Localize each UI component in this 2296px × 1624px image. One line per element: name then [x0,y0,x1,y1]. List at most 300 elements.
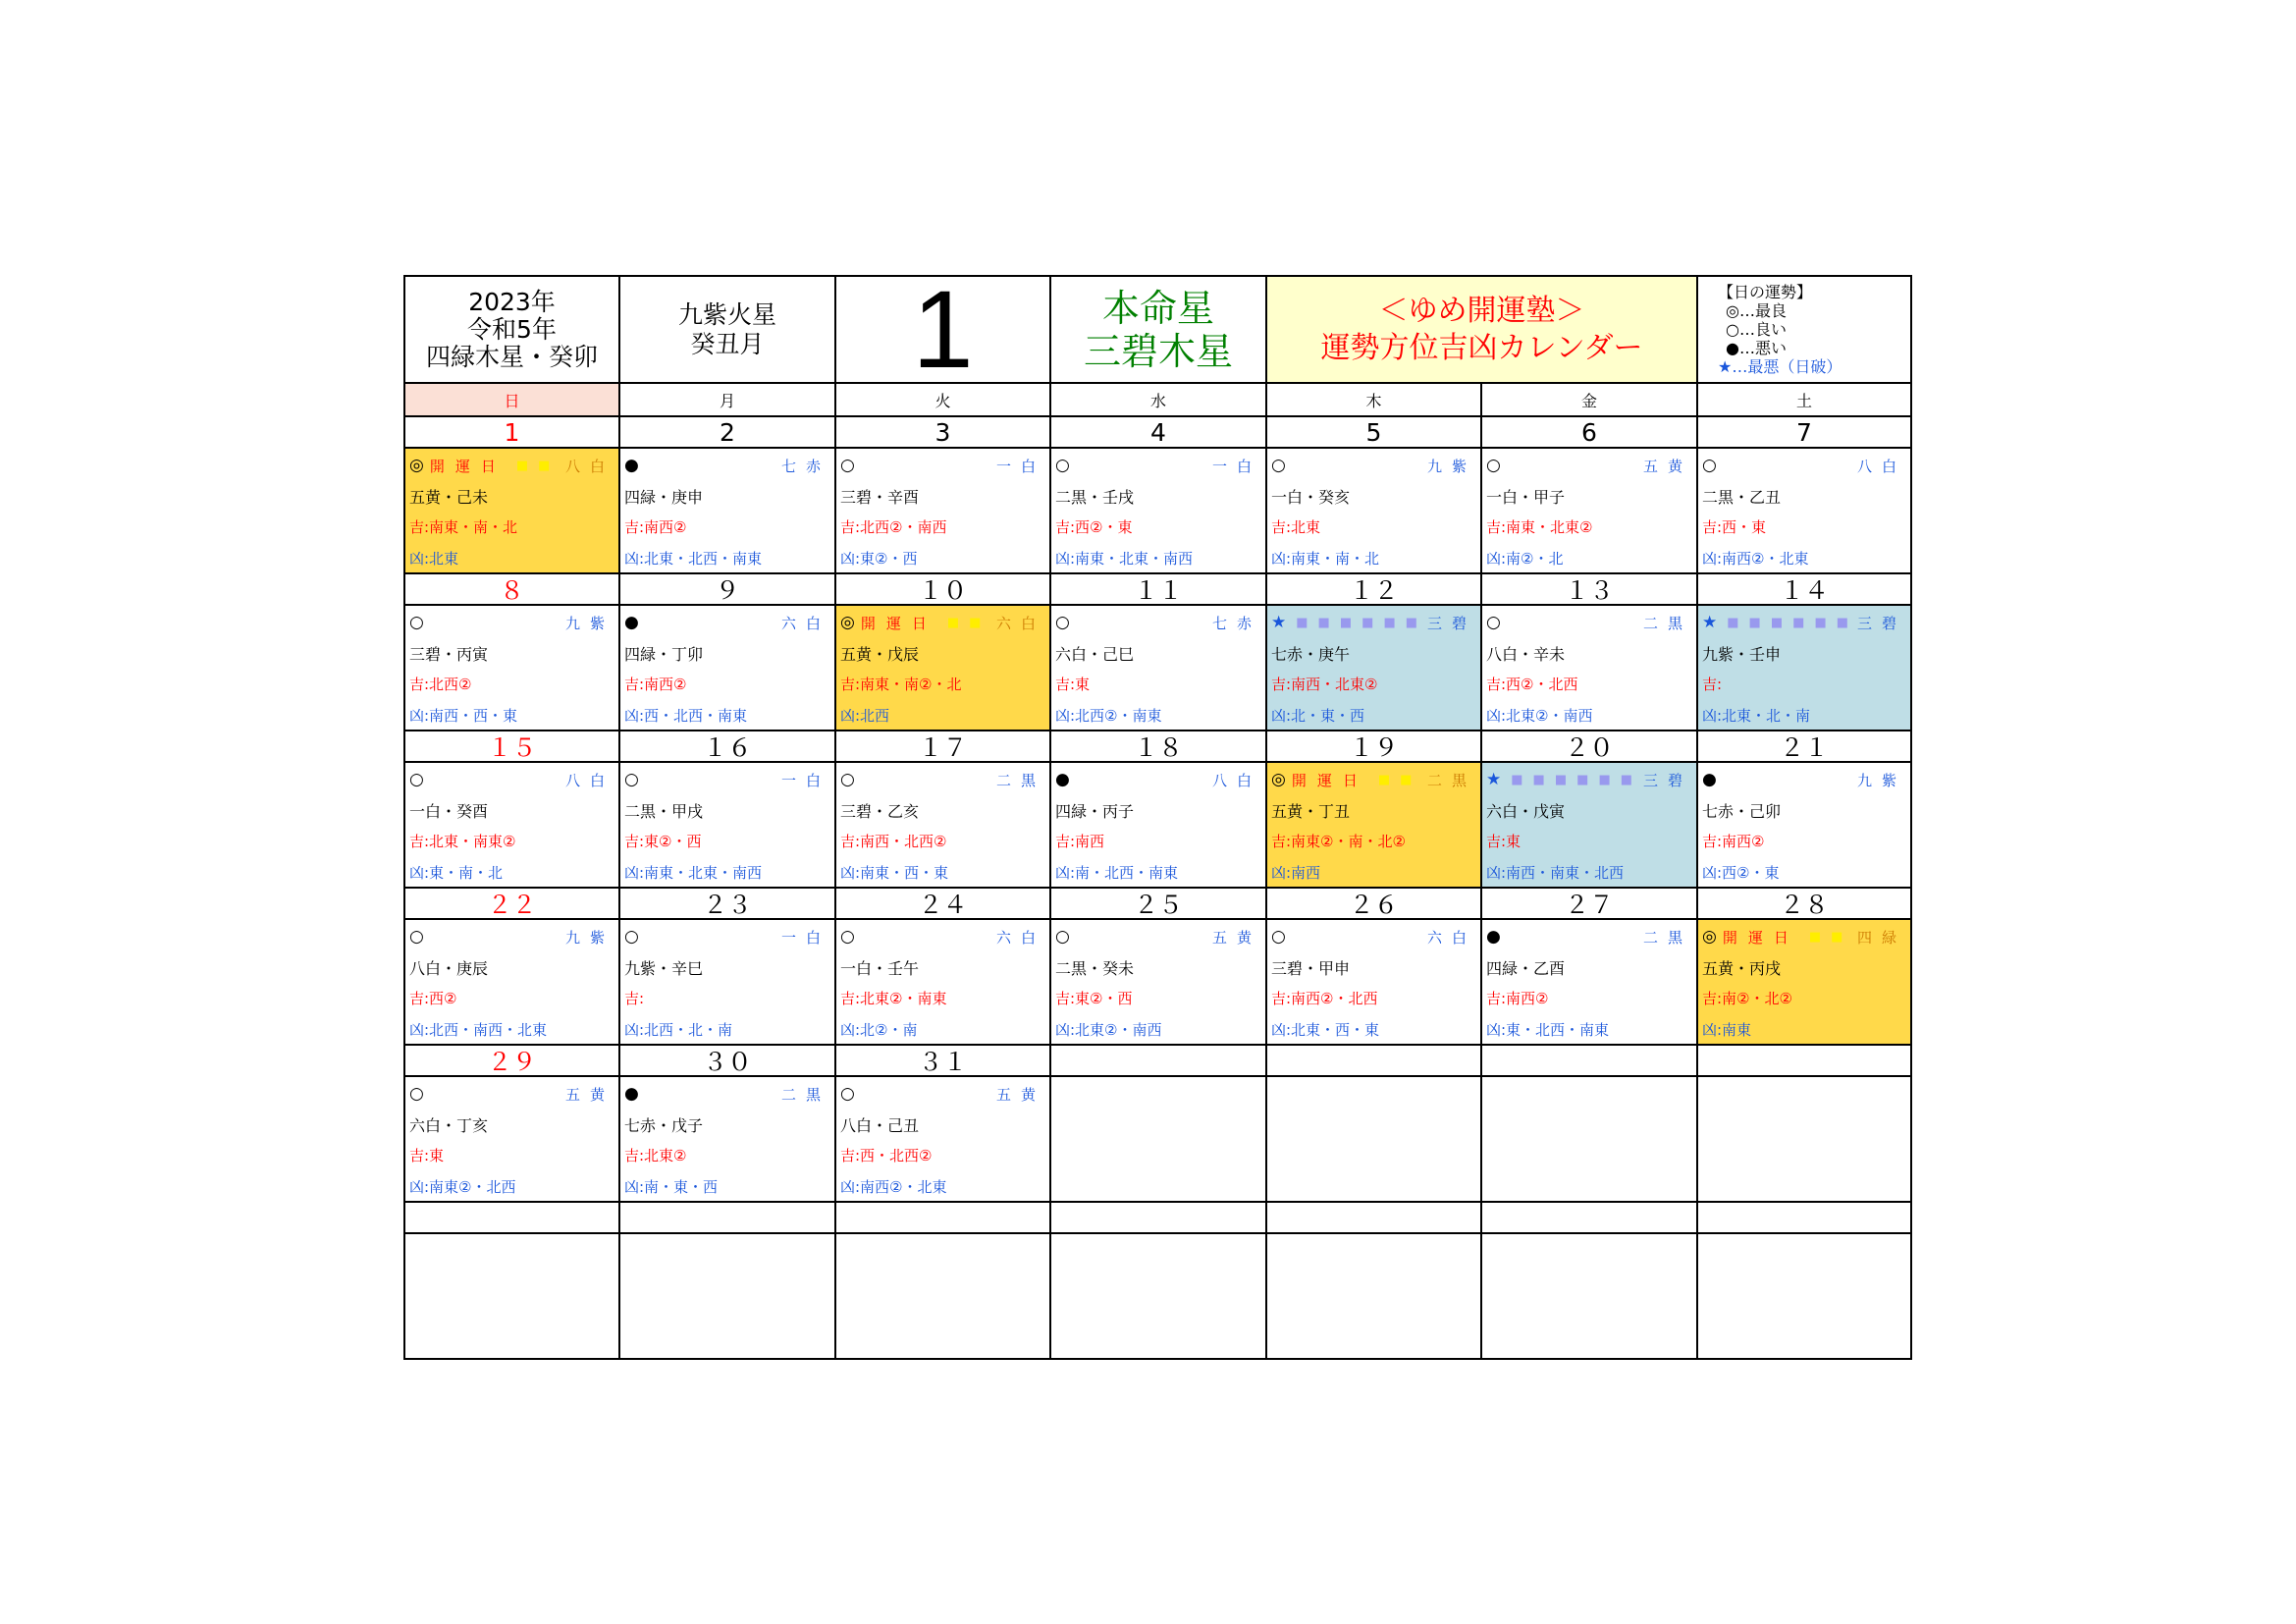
unlucky-directions: 凶:南東 [1702,1021,1752,1039]
empty-day-number [1698,1046,1910,1077]
fortune-mark: ● [1055,770,1070,789]
unlucky-directions: 凶:南西②・北東 [1702,550,1809,568]
lucky-directions: 吉: [624,990,645,1007]
day-eto: 七赤・戊子 [624,1116,704,1135]
day-star: 八白 [1856,457,1906,475]
day-cell [1267,449,1482,574]
fortune-mark: ○ [1486,613,1501,632]
fortune-mark: ○ [840,1084,855,1104]
day-cell [1698,763,1910,889]
day-cell [405,1077,620,1203]
worst-square-icon: ■ [1296,615,1308,630]
fortune-line [1271,612,1476,633]
day-star: 二黒 [1426,771,1476,789]
month-number-box [836,267,1051,391]
empty-day-number [1267,1046,1482,1077]
day-cell [620,1077,836,1203]
day-number: ３１ [836,1046,1051,1077]
fortune-mark: ○ [1055,613,1070,632]
fortune-mark: ○ [409,613,424,632]
day-eto: 八白・辛未 [1486,645,1566,664]
unlucky-directions: 凶:北西・南西・北東 [409,1021,548,1039]
day-number: １０ [836,574,1051,606]
fortune-mark: ★ [1702,613,1718,632]
day-cell [836,449,1051,574]
lucky-directions: 吉:東②・西 [624,833,702,850]
day-number: 7 [1698,417,1910,449]
day-cell [1482,449,1698,574]
day-number: １４ [1698,574,1910,606]
fortune-mark: ○ [409,927,424,947]
empty-day-cell [620,1234,836,1358]
lucky-directions: 吉:南西② [1486,990,1549,1007]
fortune-mark: ○ [1486,456,1501,475]
weekday-header: 土 [1698,384,1910,417]
fortune-line [1486,926,1692,947]
day-eto: 三碧・丙寅 [409,645,489,664]
honmei-label: 本命星 [1101,286,1214,330]
empty-day-cell [1051,1234,1267,1358]
fortune-left [840,456,855,475]
fortune-left [1055,456,1070,475]
day-eto: 九紫・壬申 [1702,645,1782,664]
fortune-left [1702,770,1717,789]
day-cell [1698,606,1910,731]
day-cell [836,1077,1051,1203]
fortune-line [409,612,614,633]
fortune-line [840,612,1045,633]
month-star: 九紫火星 [677,299,776,329]
fortune-line [1702,455,1906,476]
day-star: 七赤 [780,457,830,475]
day-cell [405,763,620,889]
day-number: １７ [836,731,1051,763]
empty-day-cell [1267,1234,1482,1358]
unlucky-directions: 凶:北西 [840,707,890,725]
lucky-directions: 吉:東 [1486,833,1522,850]
day-star: 二黒 [995,771,1045,789]
day-star: 三碧 [1856,614,1906,632]
fortune-left [1055,770,1070,789]
fortune-left [1271,613,1417,632]
day-star: 五黄 [1642,457,1692,475]
lucky-directions: 吉:西・東 [1702,518,1767,536]
day-eto: 二黒・甲戌 [624,802,704,821]
day-cell [836,920,1051,1046]
fortune-mark: ★ [1271,613,1287,632]
year-box [405,277,620,384]
day-number: ２９ [405,1046,620,1077]
day-cell [836,763,1051,889]
lucky-directions: 吉:北西②・南西 [840,518,947,536]
fortune-line [840,1083,1045,1105]
day-star: 九紫 [564,614,614,632]
fortune-left [1486,613,1501,632]
fortune-mark: ○ [409,770,424,789]
day-eto: 一白・壬午 [840,959,920,978]
kaiun-square-icon: ■ [946,615,960,630]
day-cell [1051,763,1267,889]
day-number: ２４ [836,889,1051,920]
worst-square-icon: ■ [1727,615,1739,630]
legend-bad: ●…悪い [1726,339,1787,357]
fortune-line [840,926,1045,947]
unlucky-directions: 凶:南西 [1271,864,1321,882]
lucky-directions: 吉:南西② [624,676,687,693]
kaiun-square-icon: ■ [1400,772,1413,787]
day-number: ２５ [1051,889,1267,920]
day-number: ９ [620,574,836,606]
day-cell [405,920,620,1046]
day-eto: 二黒・乙丑 [1702,488,1782,507]
fortune-mark: ● [624,456,639,475]
day-number: １３ [1482,574,1698,606]
worst-square-icon: ■ [1339,615,1353,630]
day-eto: 六白・戊寅 [1486,802,1566,821]
unlucky-directions: 凶:南東②・北西 [409,1178,516,1196]
day-eto: 一白・癸亥 [1271,488,1351,507]
unlucky-directions: 凶:北東 [409,550,459,568]
fortune-left [1702,613,1848,632]
day-eto: 四緑・庚申 [624,488,704,507]
day-number: ２０ [1482,731,1698,763]
lucky-directions: 吉:東 [1055,676,1091,693]
unlucky-directions: 凶:西・北西・南東 [624,707,748,725]
lucky-directions: 吉:西②・東 [1055,518,1133,536]
year-line: 2023年 [468,287,556,316]
day-eto: 二黒・壬戌 [1055,488,1135,507]
legend-title: 【日の運勢】 [1718,283,1813,301]
lucky-directions: 吉:南東・南②・北 [840,676,962,693]
day-cell [1698,449,1910,574]
worst-square-icon: ■ [1317,615,1330,630]
weekday-header: 金 [1482,384,1698,417]
day-cell [1267,763,1482,889]
legend-worst: ★…最悪（日破） [1718,357,1842,376]
weekday-header: 火 [836,384,1051,417]
lucky-directions: 吉:北東② [624,1147,687,1164]
lucky-directions: 吉:南東②・南・北② [1271,833,1406,850]
fortune-mark: ○ [1271,927,1286,947]
empty-day-cell [405,1234,620,1358]
unlucky-directions: 凶:南東・西・東 [840,864,949,882]
day-eto: 一白・癸酉 [409,802,489,821]
day-eto: 一白・甲子 [1486,488,1566,507]
fortune-left [624,456,639,475]
fortune-left [1486,456,1501,475]
empty-day-cell [1698,1234,1910,1358]
day-star: 六白 [995,614,1045,632]
day-eto: 四緑・丁卯 [624,645,704,664]
day-cell [836,606,1051,731]
lucky-directions: 吉:南西 [1055,833,1105,850]
fortune-left [1271,456,1286,475]
day-eto: 二黒・癸未 [1055,959,1135,978]
fortune-line [1055,612,1261,633]
day-number: ２２ [405,889,620,920]
fortune-line [840,769,1045,790]
unlucky-directions: 凶:南・東・西 [624,1178,719,1196]
fortune-left [409,927,424,947]
fortune-mark: ● [1486,927,1501,947]
empty-day-number [1267,1203,1482,1234]
fortune-left [1055,927,1070,947]
day-cell [1051,449,1267,574]
fortune-line [1055,769,1261,790]
weekday-header: 木 [1267,384,1482,417]
unlucky-directions: 凶:東・北西・南東 [1486,1021,1610,1039]
day-number: 4 [1051,417,1267,449]
fortune-mark: ● [624,613,639,632]
day-number: ２６ [1267,889,1482,920]
day-star: 一白 [995,457,1045,475]
day-cell [620,763,836,889]
kaiun-label: 開運日 [1291,771,1368,789]
fortune-mark: ○ [624,770,639,789]
fortune-mark: ○ [840,770,855,789]
day-number: １６ [620,731,836,763]
fortune-left [1702,927,1842,947]
empty-day-cell [1698,1077,1910,1203]
lucky-directions: 吉:南西・北西② [840,833,947,850]
day-cell [1482,920,1698,1046]
day-eto: 八白・己丑 [840,1116,920,1135]
fortune-left [840,770,855,789]
fortune-line [1702,769,1906,790]
day-eto: 五黄・己未 [409,488,489,507]
honmei-star: 三碧木星 [1083,329,1233,373]
day-cell [1698,920,1910,1046]
lucky-directions: 吉:北西② [409,676,472,693]
worst-square-icon: ■ [1770,615,1784,630]
title-box [1267,277,1698,384]
day-eto: 四緑・丙子 [1055,802,1135,821]
day-eto: 五黄・戊辰 [840,645,920,664]
unlucky-directions: 凶:南西②・北東 [840,1178,947,1196]
day-number: １２ [1267,574,1482,606]
fortune-left [624,927,639,947]
kaiun-square-icon: ■ [1808,929,1822,945]
fortune-left [840,1084,855,1104]
legend-best: ◎…最良 [1726,301,1787,320]
day-eto: 六白・己巳 [1055,645,1135,664]
fortune-left [1486,770,1632,789]
day-cell [620,449,836,574]
lucky-directions: 吉:南東・北東② [1486,518,1593,536]
month-number: 1 [912,267,974,391]
unlucky-directions: 凶:東・南・北 [409,864,504,882]
unlucky-directions: 凶:北・東・西 [1271,707,1365,725]
day-eto: 三碧・乙亥 [840,802,920,821]
day-number: 5 [1267,417,1482,449]
lucky-directions: 吉:南西② [1702,833,1765,850]
fortune-mark: ○ [840,927,855,947]
day-star: 八白 [564,457,614,475]
fortune-line [840,455,1045,476]
worst-square-icon: ■ [1620,772,1633,787]
legend-good: ○…良い [1726,320,1787,339]
fortune-left [409,613,424,632]
fortune-line [1055,455,1261,476]
fortune-left [409,456,550,476]
day-number: ８ [405,574,620,606]
day-star: 三碧 [1642,771,1692,789]
worst-square-icon: ■ [1511,772,1523,787]
weekday-header: 水 [1051,384,1267,417]
fortune-mark: ◎ [1702,927,1717,947]
day-star: 九紫 [1856,771,1906,789]
lucky-directions: 吉:北東②・南東 [840,990,947,1007]
fortune-line [1702,612,1906,633]
fortune-line [1486,769,1692,790]
day-number: ２３ [620,889,836,920]
legend-box [1698,277,1910,384]
fortune-left [409,1084,424,1104]
unlucky-directions: 凶:北東②・南西 [1486,707,1593,725]
kaiun-square-icon: ■ [1377,772,1391,787]
day-star: 二黒 [1642,928,1692,947]
empty-day-number [1482,1203,1698,1234]
day-cell [620,920,836,1046]
worst-square-icon: ■ [1362,615,1374,630]
day-eto: 四緑・乙酉 [1486,959,1566,978]
day-number: ２７ [1482,889,1698,920]
empty-day-number [1051,1046,1267,1077]
fortune-line [409,926,614,947]
fortune-mark: ○ [409,1084,424,1104]
unlucky-directions: 凶:南西・西・東 [409,707,518,725]
lucky-directions: 吉:西・北西② [840,1147,933,1164]
day-cell [1051,920,1267,1046]
lucky-directions: 吉:南②・北② [1702,990,1792,1007]
empty-day-cell [836,1234,1051,1358]
day-star: 五黄 [1211,928,1261,947]
day-cell [1482,763,1698,889]
fortune-line [1486,612,1692,633]
worst-square-icon: ■ [1748,615,1761,630]
day-eto: 五黄・丁丑 [1271,802,1351,821]
day-number: １５ [405,731,620,763]
day-star: 五黄 [564,1085,614,1104]
day-number: １１ [1051,574,1267,606]
day-eto: 九紫・辛巳 [624,959,704,978]
fortune-line [624,455,830,476]
worst-square-icon: ■ [1576,772,1589,787]
fortune-mark: ○ [1271,456,1286,475]
day-cell [620,606,836,731]
lucky-directions: 吉:南東・南・北 [409,518,518,536]
day-star: 一白 [1211,457,1261,475]
fortune-mark: ○ [1055,927,1070,947]
empty-day-number [836,1203,1051,1234]
empty-day-cell [1482,1077,1698,1203]
day-cell [1267,606,1482,731]
day-number: 1 [405,417,620,449]
lucky-directions: 吉:南西・北東② [1271,676,1378,693]
unlucky-directions: 凶:北東・北・南 [1702,707,1811,725]
unlucky-directions: 凶:北東・北西・南東 [624,550,763,568]
month-eto: 癸丑月 [690,329,765,358]
day-star: 六白 [995,928,1045,947]
unlucky-directions: 凶:北東②・南西 [1055,1021,1162,1039]
unlucky-directions: 凶:北西②・南東 [1055,707,1162,725]
day-number: １９ [1267,731,1482,763]
day-number: ３０ [620,1046,836,1077]
fortune-left [1486,927,1501,947]
fortune-left [409,770,424,789]
fortune-mark: ○ [1702,456,1717,475]
worst-square-icon: ■ [1792,615,1805,630]
empty-day-cell [1482,1234,1698,1358]
fortune-left [1702,456,1717,475]
fortune-mark: ★ [1486,770,1502,789]
fortune-left [840,927,855,947]
fortune-line [624,612,830,633]
kaiun-square-icon: ■ [515,458,529,473]
empty-day-cell [1051,1077,1267,1203]
fortune-line [1486,455,1692,476]
unlucky-directions: 凶:北東・西・東 [1271,1021,1380,1039]
day-star: 二黒 [780,1085,830,1104]
fortune-line [624,926,830,947]
era-line: 令和5年 [467,314,557,344]
unlucky-directions: 凶:北西・北・南 [624,1021,733,1039]
empty-day-cell [1267,1077,1482,1203]
day-star: 八白 [1211,771,1261,789]
empty-day-number [620,1203,836,1234]
day-cell [1482,606,1698,731]
worst-square-icon: ■ [1532,772,1545,787]
lucky-directions: 吉:南西② [624,518,687,536]
day-star: 五黄 [995,1085,1045,1104]
day-star: 四緑 [1856,928,1906,947]
fortune-line [1271,926,1476,947]
unlucky-directions: 凶:北②・南 [840,1021,918,1039]
day-star: 八白 [564,771,614,789]
day-star: 一白 [780,771,830,789]
fortune-mark: ◎ [409,456,424,475]
fortune-left [1271,927,1286,947]
kaiun-square-icon: ■ [969,615,982,630]
worst-square-icon: ■ [1405,615,1418,630]
fortune-mark: ◎ [840,613,855,632]
fortune-left [624,613,639,632]
kaiun-label: 開運日 [429,457,507,475]
day-eto: 三碧・甲申 [1271,959,1351,978]
fortune-mark: ○ [624,927,639,947]
worst-square-icon: ■ [1836,615,1849,630]
month-star-box [620,277,836,384]
kaiun-square-icon: ■ [1831,929,1843,945]
day-cell [405,449,620,574]
day-eto: 三碧・辛酉 [840,488,920,507]
fortune-left [1055,613,1070,632]
fortune-line [409,769,614,790]
day-star: 九紫 [1426,457,1476,475]
day-number: ２８ [1698,889,1910,920]
day-number: 6 [1482,417,1698,449]
honmei-box [1051,277,1267,384]
lucky-directions: 吉:東 [409,1147,445,1164]
day-cell [1267,920,1482,1046]
fortune-mark: ○ [1055,456,1070,475]
day-eto: 六白・丁亥 [409,1116,489,1135]
lucky-directions: 吉: [1702,676,1723,693]
fortune-line [1271,769,1476,790]
unlucky-directions: 凶:南東・北東・南西 [1055,550,1194,568]
day-star: 七赤 [1211,614,1261,632]
day-eto: 八白・庚辰 [409,959,489,978]
